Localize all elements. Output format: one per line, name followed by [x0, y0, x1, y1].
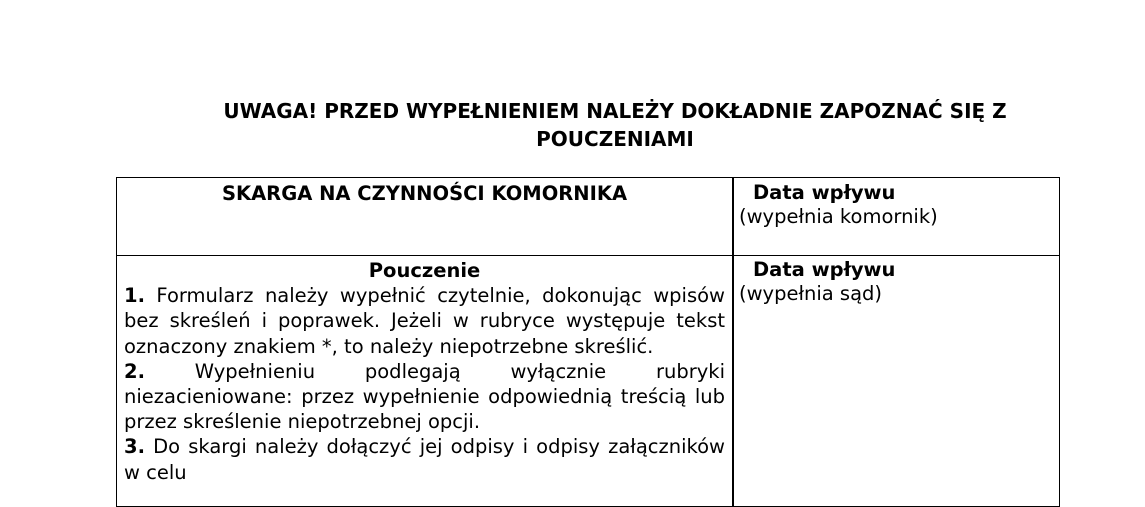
instruction-text-2: Wypełnieniu podlegają wyłącznie rubryki niezacieniowane: przez wypełnienie odpowiednią treścią lub przez skreślenie niepotrzebnej opcji. [124, 359, 725, 434]
instruction-item-3 [124, 434, 725, 484]
court-date-cell [739, 258, 1059, 306]
court-date-label: Data wpływu [753, 258, 896, 281]
instructions-title: Pouczenie [368, 259, 481, 282]
instruction-number-2: 2. [124, 359, 145, 383]
instructions-cell [124, 258, 725, 485]
instruction-text-1: Formularz należy wypełnić czytelnie, dokonując wpisów bez skreśleń i poprawek. Jeżeli w rubryce występuje tekst oznaczony znakiem *, to należy niepotrzebne skreślić. [124, 284, 726, 358]
bailiff-date-cell [739, 181, 1059, 229]
form-title: SKARGA NA CZYNNOŚCI KOMORNIKA [221, 182, 628, 205]
court-date-note: (wypełnia sąd) [739, 282, 883, 305]
form-table [116, 177, 1060, 507]
warning-heading [150, 97, 1080, 153]
instruction-text-3: Do skargi należy dołączyć jej odpisy i odpisy załączników w celu [124, 435, 726, 484]
instruction-item-1 [124, 283, 725, 359]
instruction-number-3: 3. [124, 435, 145, 459]
warning-line-2: POUCZENIAMI [536, 127, 694, 151]
warning-line-1: UWAGA! PRZED WYPEŁNIENIEM NALEŻY DOKŁADNIE ZAPOZNAĆ SIĘ Z [223, 99, 1007, 123]
bailiff-date-label: Data wpływu [753, 181, 896, 204]
instruction-number-1: 1. [124, 284, 145, 308]
instruction-item-2 [124, 359, 725, 435]
form-header-row [117, 178, 1059, 256]
bailiff-date-note: (wypełnia komornik) [739, 205, 938, 228]
